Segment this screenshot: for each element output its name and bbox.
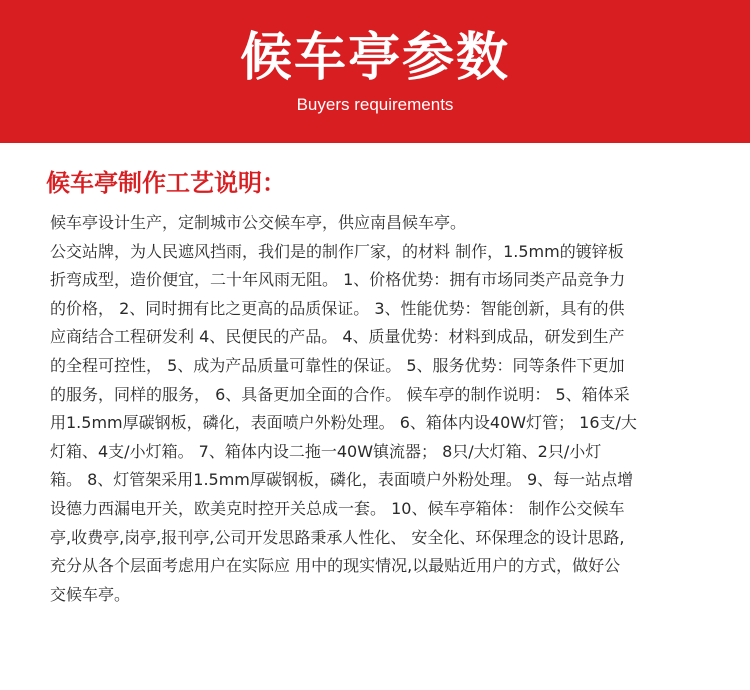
text-line: 交候车亭。 bbox=[50, 584, 131, 604]
text-line: 应商结合工程研发利 4、民便民的产品。 4、质量优势：材料到成品，研发到生产 bbox=[50, 327, 625, 347]
text-line: 亭,收费亭,岗亭,报刊亭,公司开发思路秉承人性化、 安全化、环保理念的设计思路, bbox=[50, 527, 625, 547]
header-banner bbox=[0, 0, 750, 143]
text-line: 的价格， 2、同时拥有比之更高的品质保证。 3、性能优势：智能创新，具有的供 bbox=[50, 298, 625, 318]
text-line: 灯箱、4支/小灯箱。 7、箱体内设二拖一40W镇流器； 8只/大灯箱、2只/小灯 bbox=[50, 441, 602, 461]
section-heading: 候车亭制作工艺说明： bbox=[46, 169, 286, 197]
text-line: 的服务，同样的服务， 6、具备更加全面的合作。 候车亭的制作说明： 5、箱体采 bbox=[50, 384, 630, 404]
intro-line: 候车亭设计生产，定制城市公交候车亭，供应南昌候车亭。 bbox=[50, 213, 467, 232]
text-line: 充分从各个层面考虑用户在实际应 用中的现实情况,以最贴近用户的方式，做好公 bbox=[50, 556, 621, 576]
description-text bbox=[50, 209, 710, 609]
banner-subtitle: Buyers requirements bbox=[296, 95, 454, 114]
text-line: 的全程可控性， 5、成为产品质量可靠性的保证。 5、服务优势：同等条件下更加 bbox=[50, 355, 625, 375]
text-line: 折弯成型，造价便宜，二十年风雨无阻。 1、价格优势：拥有市场同类产品竞争力 bbox=[50, 270, 626, 290]
text-line: 箱。 8、灯管架采用1.5mm厚碳钢板，磷化，表面喷户外粉处理。 9、每一站点增 bbox=[50, 470, 634, 490]
banner-title: 候车亭参数 bbox=[239, 28, 510, 88]
text-line: 设德力西漏电开关，欧美克时控开关总成一套。 10、候车亭箱体： 制作公交候车 bbox=[50, 498, 625, 518]
text-line: 公交站牌，为人民遮风挡雨，我们是的制作厂家，的材料 制作，1.5mm的镀锌板 bbox=[50, 241, 624, 261]
text-line: 用1.5mm厚碳钢板，磷化，表面喷户外粉处理。 6、箱体内设40W灯管； 16支/大 bbox=[50, 413, 637, 433]
